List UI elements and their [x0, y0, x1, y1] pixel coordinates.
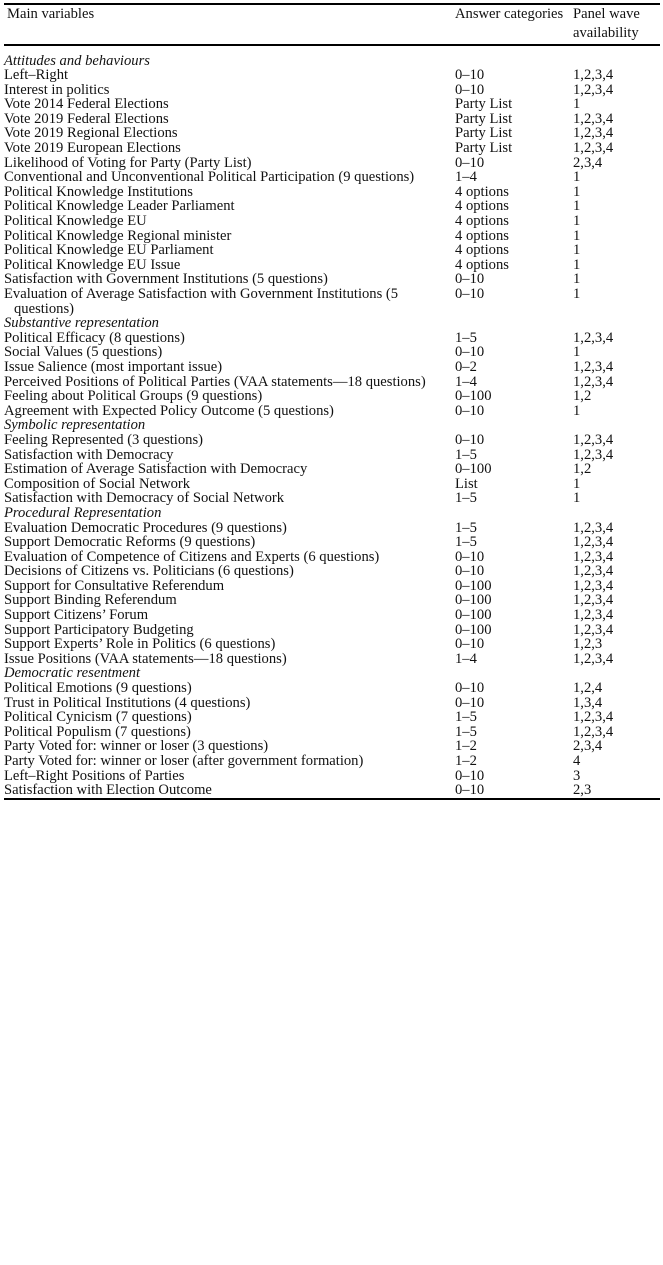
variable-name-cell: [4, 769, 455, 784]
column-header-panel-wave-availability: Panel wave availability: [573, 6, 640, 42]
table-body: [4, 46, 660, 798]
section-heading-label: Democratic resentment: [4, 665, 141, 682]
answer-categories-cell: [455, 666, 573, 681]
variable-name-label: Vote 2019 European Elections: [4, 140, 181, 157]
table-row: [4, 681, 660, 696]
table-section-row: [4, 316, 660, 331]
answer-categories-cell: [455, 506, 573, 521]
table-row: [4, 462, 660, 477]
answer-categories-cell: 1–5: [455, 723, 477, 740]
answer-categories-cell: 1–2: [455, 738, 477, 755]
panel-wave-cell: 1: [573, 169, 581, 186]
variable-name-cell: [4, 214, 455, 229]
variable-name-label: Support Experts’ Role in Politics (6 questions): [4, 636, 276, 653]
answer-categories-cell: 0–10: [455, 563, 485, 580]
variable-name-cell: [4, 112, 455, 127]
answer-categories-cell: 0–100: [455, 592, 492, 609]
panel-wave-cell: 2,3,4: [573, 738, 603, 755]
panel-wave-cell: 1,2,3,4: [573, 373, 614, 390]
panel-wave-cell: 1: [573, 490, 581, 507]
column-header-answer-categories: Answer categories: [455, 6, 564, 22]
variable-name-label: Support for Consultative Referendum: [4, 577, 225, 594]
table-row: [4, 710, 660, 725]
answer-categories-cell: Party List: [455, 110, 513, 127]
variable-name-label: Political Emotions (9 questions): [4, 680, 192, 697]
panel-wave-cell: [573, 506, 660, 521]
panel-wave-cell: 1,2,3,4: [573, 621, 614, 638]
panel-wave-cell: [573, 418, 660, 433]
answer-categories-cell: 1–5: [455, 446, 477, 463]
variable-name-label: Satisfaction with Government Institutions (5 questions): [4, 271, 328, 288]
variables-table-body: [4, 46, 660, 798]
variable-name-label: Support Binding Referendum: [4, 592, 177, 609]
panel-wave-cell: 1: [573, 213, 581, 230]
section-heading-label: Attitudes and behaviours: [4, 52, 150, 69]
answer-categories-cell: 0–10: [455, 402, 485, 419]
header-row: [4, 5, 660, 44]
table-row: [4, 360, 660, 375]
variable-name-label: Political Cynicism (7 questions): [4, 709, 192, 726]
panel-wave-cell: 2,3: [573, 782, 592, 799]
variable-name-cell: [4, 564, 455, 579]
variable-name-label: Evaluation of Competence of Citizens and Experts (6 questions): [4, 548, 380, 565]
variable-name-cell: [4, 491, 455, 506]
answer-categories-cell: 0–10: [455, 636, 485, 653]
variable-name-label: Political Knowledge EU: [4, 213, 147, 230]
answer-categories-cell: 1–2: [455, 753, 477, 769]
section-heading-cell: [4, 316, 455, 331]
panel-wave-cell: 1,2,3,4: [573, 709, 614, 726]
table-row: [4, 608, 660, 623]
table-row: [4, 389, 660, 404]
panel-wave-cell: 1,2,3,4: [573, 650, 614, 667]
variable-name-label: Political Knowledge Regional minister: [4, 227, 232, 244]
panel-wave-cell: 1,2,4: [573, 680, 603, 697]
panel-wave-cell: 1,2,3,4: [573, 329, 614, 346]
variable-name-cell: [4, 535, 455, 550]
variable-name-cell: [4, 170, 455, 185]
column-header-main-variables: Main variables: [7, 6, 95, 22]
variable-name-label: Vote 2019 Federal Elections: [4, 110, 169, 127]
variable-name-cell: [4, 287, 455, 316]
panel-wave-cell: 1,2,3,4: [573, 431, 614, 448]
variable-name-label: Support Democratic Reforms (9 questions): [4, 534, 256, 551]
table-row: [4, 141, 660, 156]
table-row: [4, 199, 660, 214]
answer-categories-cell: 1–5: [455, 490, 477, 507]
panel-wave-cell: 1,2,3,4: [573, 607, 614, 624]
variable-name-cell: [4, 623, 455, 638]
variable-name-cell: [4, 593, 455, 608]
answer-categories-cell: 4 options: [455, 213, 509, 230]
variable-name-cell: [4, 126, 455, 141]
variable-name-cell: [4, 199, 455, 214]
table-row: [4, 170, 660, 185]
variable-name-cell: [4, 783, 455, 798]
table-row: [4, 521, 660, 536]
panel-wave-cell: 1: [573, 286, 581, 302]
answer-categories-cell: 1–5: [455, 329, 477, 346]
answer-categories-cell: [455, 54, 573, 69]
panel-wave-cell: 1,2,3,4: [573, 110, 614, 127]
variable-name-label: Agreement with Expected Policy Outcome (5 questions): [4, 402, 334, 419]
panel-wave-cell: 1,2: [573, 388, 592, 405]
table-row: [4, 258, 660, 273]
panel-wave-cell: 1,2,3,4: [573, 358, 614, 375]
variable-name-label: Political Knowledge EU Parliament: [4, 242, 214, 259]
table-row: [4, 287, 660, 316]
table-row: [4, 652, 660, 667]
panel-wave-cell: 1: [573, 242, 581, 259]
variables-table-container: [0, 3, 663, 1265]
table-row: [4, 185, 660, 200]
table-row: [4, 404, 660, 419]
table-row: [4, 739, 660, 754]
variable-name-cell: [4, 652, 455, 667]
variable-name-cell: [4, 156, 455, 171]
panel-wave-cell: 1: [573, 271, 581, 288]
answer-categories-cell: 0–10: [455, 767, 485, 784]
table-row: [4, 783, 660, 798]
variable-name-cell: [4, 462, 455, 477]
variable-name-label: Conventional and Unconventional Political Participation (9 questions): [4, 169, 415, 186]
section-heading-label: Procedural Representation: [4, 504, 162, 521]
table-row: [4, 214, 660, 229]
answer-categories-cell: 0–100: [455, 621, 492, 638]
panel-wave-cell: 1: [573, 227, 581, 244]
variable-name-cell: [4, 448, 455, 463]
table-section-row: [4, 666, 660, 681]
variable-name-label: Trust in Political Institutions (4 questions): [4, 694, 251, 711]
variable-name-cell: [4, 739, 455, 754]
table-row: [4, 345, 660, 360]
answer-categories-cell: List: [455, 475, 478, 492]
variable-name-cell: [4, 331, 455, 346]
variable-name-label: Likelihood of Voting for Party (Party List): [4, 154, 252, 171]
table-row: [4, 272, 660, 287]
panel-wave-cell: 1,2,3,4: [573, 563, 614, 580]
section-heading-cell: [4, 666, 455, 681]
variable-name-label: Political Knowledge Institutions: [4, 183, 193, 200]
variable-name-cell: [4, 141, 455, 156]
variable-name-label: Decisions of Citizens vs. Politicians (6 questions): [4, 563, 294, 580]
answer-categories-cell: 1–4: [455, 650, 477, 667]
panel-wave-cell: 1,2,3,4: [573, 577, 614, 594]
table-header: [4, 5, 660, 44]
panel-wave-cell: 1,2,3,4: [573, 446, 614, 463]
variable-name-label: Satisfaction with Democracy: [4, 446, 174, 463]
variable-name-label: Evaluation Democratic Procedures (9 questions): [4, 519, 287, 536]
panel-wave-cell: 1,2,3,4: [573, 519, 614, 536]
table-section-row: [4, 418, 660, 433]
variable-name-label: Evaluation of Average Satisfaction with Government Institutions (5 questions): [4, 286, 399, 317]
answer-categories-cell: 0–10: [455, 67, 485, 84]
variable-name-label: Estimation of Average Satisfaction with Democracy: [4, 461, 308, 478]
answer-categories-cell: 4 options: [455, 256, 509, 273]
variable-name-cell: [4, 608, 455, 623]
answer-categories-cell: 0–10: [455, 548, 485, 565]
variable-name-cell: [4, 696, 455, 711]
table-row: [4, 477, 660, 492]
variable-name-label: Party Voted for: winner or loser (after government formation): [4, 753, 364, 769]
answer-categories-cell: 0–10: [455, 81, 485, 98]
answer-categories-cell: 0–10: [455, 694, 485, 711]
variable-name-cell: [4, 681, 455, 696]
panel-wave-cell: 1: [573, 198, 581, 215]
panel-wave-cell: 1,2,3,4: [573, 548, 614, 565]
variable-name-label: Interest in politics: [4, 81, 110, 98]
answer-categories-cell: 0–10: [455, 431, 485, 448]
variable-name-label: Left–Right Positions of Parties: [4, 767, 185, 784]
answer-categories-cell: 1–5: [455, 709, 477, 726]
answer-categories-cell: 0–10: [455, 154, 485, 171]
variable-name-cell: [4, 521, 455, 536]
answer-categories-cell: 0–10: [455, 344, 485, 361]
variable-name-cell: [4, 754, 455, 769]
variable-name-label: Political Knowledge EU Issue: [4, 256, 181, 273]
table-row: [4, 331, 660, 346]
section-heading-cell: [4, 54, 455, 69]
variable-name-cell: [4, 477, 455, 492]
answer-categories-cell: 0–10: [455, 680, 485, 697]
variable-name-label: Perceived Positions of Political Parties (VAA statements—18 questions): [4, 373, 426, 390]
variable-name-label: Social Values (5 questions): [4, 344, 163, 361]
table-row: [4, 433, 660, 448]
panel-wave-cell: 2,3,4: [573, 154, 603, 171]
variable-name-label: Issue Salience (most important issue): [4, 358, 223, 375]
answer-categories-cell: [455, 316, 573, 331]
variable-name-label: Feeling Represented (3 questions): [4, 431, 203, 448]
panel-wave-cell: 1: [573, 475, 581, 492]
variable-name-label: Support Participatory Budgeting: [4, 621, 194, 638]
variable-name-cell: [4, 360, 455, 375]
table-row: [4, 156, 660, 171]
variable-name-cell: [4, 404, 455, 419]
table-row: [4, 535, 660, 550]
table-row: [4, 126, 660, 141]
panel-wave-cell: [573, 316, 660, 331]
variable-name-label: Party Voted for: winner or loser (3 questions): [4, 738, 269, 755]
answer-categories-cell: 4 options: [455, 198, 509, 215]
answer-categories-cell: 0–100: [455, 577, 492, 594]
table-row: [4, 491, 660, 506]
panel-wave-cell: 1,2,3,4: [573, 723, 614, 740]
section-heading-cell: [4, 418, 455, 433]
variable-name-cell: [4, 579, 455, 594]
table-row: [4, 112, 660, 127]
table-row: [4, 593, 660, 608]
table-row: [4, 637, 660, 652]
table-row: [4, 696, 660, 711]
answer-categories-cell: 0–10: [455, 782, 485, 799]
answer-categories-cell: 4 options: [455, 183, 509, 200]
panel-wave-cell: 1: [573, 96, 581, 113]
variable-name-cell: [4, 83, 455, 98]
panel-wave-cell: 1: [573, 183, 581, 200]
panel-wave-cell: 1,2,3,4: [573, 125, 614, 142]
variable-name-cell: [4, 637, 455, 652]
variable-name-label: Left–Right: [4, 67, 69, 84]
section-heading-cell: [4, 506, 455, 521]
variable-name-label: Vote 2019 Regional Elections: [4, 125, 178, 142]
variable-name-cell: [4, 433, 455, 448]
table-row: [4, 550, 660, 565]
table-row: [4, 448, 660, 463]
table-row: [4, 229, 660, 244]
answer-categories-cell: 0–100: [455, 388, 492, 405]
panel-wave-cell: 1,2,3,4: [573, 140, 614, 157]
panel-wave-cell: 1,2: [573, 461, 592, 478]
main-variables-table: [4, 5, 660, 44]
variable-name-label: Composition of Social Network: [4, 475, 191, 492]
variable-name-label: Vote 2014 Federal Elections: [4, 96, 169, 113]
section-heading-label: Substantive representation: [4, 315, 159, 332]
answer-categories-cell: 0–100: [455, 607, 492, 624]
answer-categories-cell: Party List: [455, 125, 513, 142]
table-row: [4, 97, 660, 112]
table-row: [4, 68, 660, 83]
answer-categories-cell: 4 options: [455, 242, 509, 259]
answer-categories-cell: 0–2: [455, 358, 477, 375]
answer-categories-cell: Party List: [455, 140, 513, 157]
answer-categories-cell: 0–10: [455, 286, 485, 302]
variable-name-cell: [4, 68, 455, 83]
answer-categories-cell: 4 options: [455, 227, 509, 244]
panel-wave-cell: 1,2,3,4: [573, 81, 614, 98]
table-row: [4, 375, 660, 390]
table-row: [4, 83, 660, 98]
panel-wave-cell: 1,3,4: [573, 694, 603, 711]
variable-name-cell: [4, 258, 455, 273]
panel-wave-cell: 3: [573, 767, 581, 784]
variable-name-cell: [4, 272, 455, 287]
answer-categories-cell: Party List: [455, 96, 513, 113]
variable-name-label: Issue Positions (VAA statements—18 questions): [4, 650, 287, 667]
table-row: [4, 769, 660, 784]
answer-categories-cell: 0–100: [455, 461, 492, 478]
answer-categories-cell: 1–4: [455, 373, 477, 390]
table-section-row: [4, 54, 660, 69]
section-heading-label: Symbolic representation: [4, 417, 146, 434]
panel-wave-cell: 1: [573, 256, 581, 273]
variable-name-cell: [4, 389, 455, 404]
variable-name-label: Satisfaction with Democracy of Social Network: [4, 490, 285, 507]
answer-categories-cell: 1–5: [455, 534, 477, 551]
variable-name-label: Support Citizens’ Forum: [4, 607, 149, 624]
variable-name-label: Feeling about Political Groups (9 questions): [4, 388, 263, 405]
variable-name-cell: [4, 345, 455, 360]
variable-name-cell: [4, 97, 455, 112]
table-row: [4, 579, 660, 594]
variable-name-label: Satisfaction with Election Outcome: [4, 782, 212, 799]
panel-wave-cell: 1,2,3,4: [573, 67, 614, 84]
panel-wave-cell: 1: [573, 344, 581, 361]
variable-name-cell: [4, 550, 455, 565]
variable-name-cell: [4, 243, 455, 258]
table-row: [4, 623, 660, 638]
variable-name-cell: [4, 229, 455, 244]
table-row: [4, 243, 660, 258]
table-row: [4, 725, 660, 740]
answer-categories-cell: 0–10: [455, 271, 485, 288]
panel-wave-cell: [573, 666, 660, 681]
panel-wave-cell: 4: [573, 753, 581, 769]
panel-wave-cell: 1,2,3,4: [573, 534, 614, 551]
table-bottom-rule: [4, 798, 660, 800]
answer-categories-cell: 1–4: [455, 169, 477, 186]
panel-wave-cell: 1,2,3: [573, 636, 603, 653]
answer-categories-cell: [455, 418, 573, 433]
panel-wave-cell: [573, 54, 660, 69]
answer-categories-cell: 1–5: [455, 519, 477, 536]
variable-name-label: Political Populism (7 questions): [4, 723, 191, 740]
table-row: [4, 564, 660, 579]
variable-name-label: Political Knowledge Leader Parliament: [4, 198, 235, 215]
variable-name-cell: [4, 710, 455, 725]
variable-name-cell: [4, 375, 455, 390]
variable-name-cell: [4, 725, 455, 740]
panel-wave-cell: 1,2,3,4: [573, 592, 614, 609]
panel-wave-cell: 1: [573, 402, 581, 419]
variable-name-label: Political Efficacy (8 questions): [4, 329, 185, 346]
table-row: [4, 754, 660, 769]
variable-name-cell: [4, 185, 455, 200]
table-section-row: [4, 506, 660, 521]
